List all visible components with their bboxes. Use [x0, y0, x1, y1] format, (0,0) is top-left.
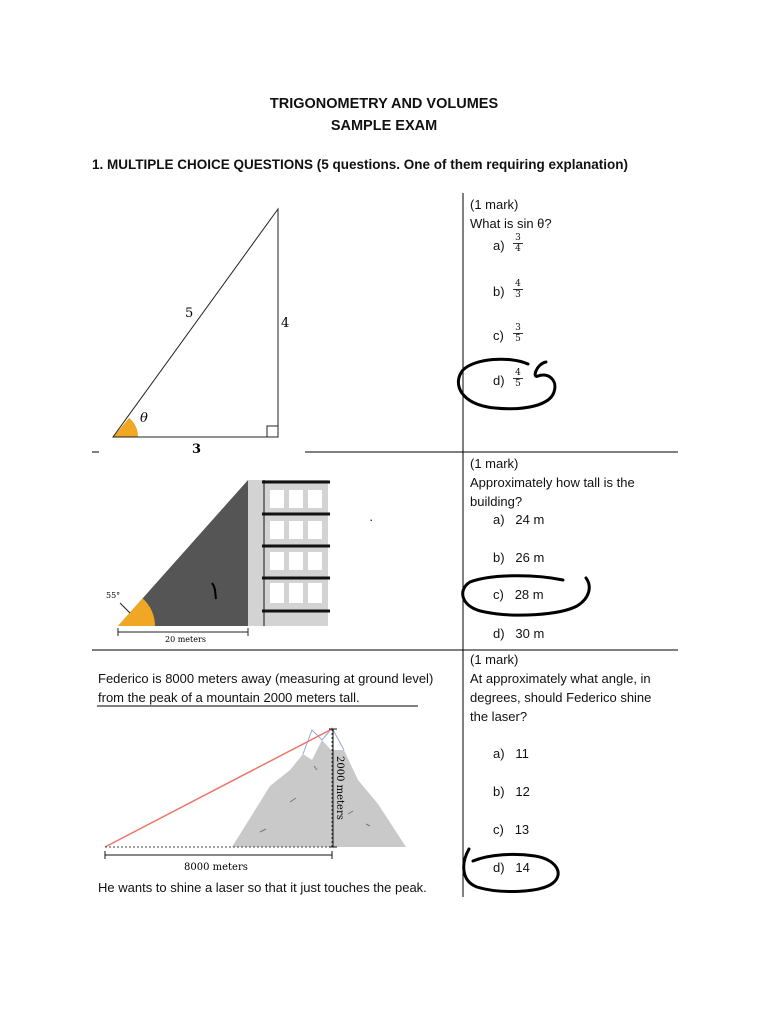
q1-answer-circle [450, 350, 570, 420]
q2-marks: (1 mark) [470, 456, 519, 471]
mountain-figure [100, 720, 420, 875]
theta-label: θ [140, 411, 148, 426]
q1-prompt: What is sin θ? [470, 216, 552, 231]
q1-option-d-fraction: 4 5 [512, 368, 524, 389]
q3-answer-circle [455, 843, 570, 898]
q1-option-b-fraction: 4 3 [512, 279, 524, 300]
q2-option-c: c) 28 m [493, 587, 544, 602]
q2-option-a: a) 24 m [493, 512, 545, 527]
q2-prompt-line1: Approximately how tall is the [470, 475, 635, 490]
q3-context-line2: from the peak of a mountain 2000 meters tall. [98, 690, 360, 705]
q1-option-a-letter: a) [493, 238, 505, 253]
height-label: 2000 meters [334, 756, 345, 820]
q2-answer-circle [455, 568, 600, 623]
q3-marks: (1 mark) [470, 652, 519, 667]
q1-option-c-fraction: 3 5 [512, 323, 524, 344]
angle-wedge [113, 418, 138, 437]
distance-label: 8000 meters [184, 862, 248, 873]
q1-marks: (1 mark) [470, 197, 519, 212]
opp-label: 4 [281, 316, 290, 331]
q3-context-line1: Federico is 8000 meters away (measuring at ground level) [98, 671, 434, 686]
q1-option-b-letter: b) [493, 284, 505, 299]
q2-option-b: b) 26 m [493, 550, 545, 565]
q3-prompt-line2: degrees, should Federico shine [470, 690, 652, 705]
page-subtitle: SAMPLE EXAM [330, 118, 438, 134]
q3-option-d: d) 14 [493, 860, 530, 875]
hyp-label: 5 [185, 306, 194, 321]
q3-prompt-line1: At approximately what angle, in [470, 671, 651, 686]
q2-option-d: d) 30 m [493, 626, 545, 641]
adj-label: 3 [192, 442, 202, 457]
page-title: TRIGONOMETRY AND VOLUMES [269, 96, 499, 112]
q3-prompt-line3: the laser? [470, 709, 528, 724]
q2-prompt-line2: building? [470, 494, 523, 509]
distance-label: 20 meters [165, 635, 206, 644]
q1-option-c-letter: c) [493, 328, 504, 343]
q3-option-c: c) 13 [493, 822, 530, 837]
angle-label: 55° [106, 591, 121, 600]
section-heading: 1. MULTIPLE CHOICE QUESTIONS (5 questions. One of them requiring explanation) [92, 157, 629, 172]
stray-dot: · [369, 512, 374, 527]
q3-option-b: b) 12 [493, 784, 530, 799]
building-figure [100, 470, 340, 650]
right-angle-marker [267, 426, 278, 437]
q1-option-a-fraction: 3 4 [512, 233, 524, 254]
q1-option-d-letter: d) [493, 373, 505, 388]
q3-option-a: a) 11 [493, 746, 529, 761]
q3-context-line3: He wants to shine a laser so that it just touches the peak. [98, 880, 427, 895]
triangle-figure [100, 200, 310, 460]
